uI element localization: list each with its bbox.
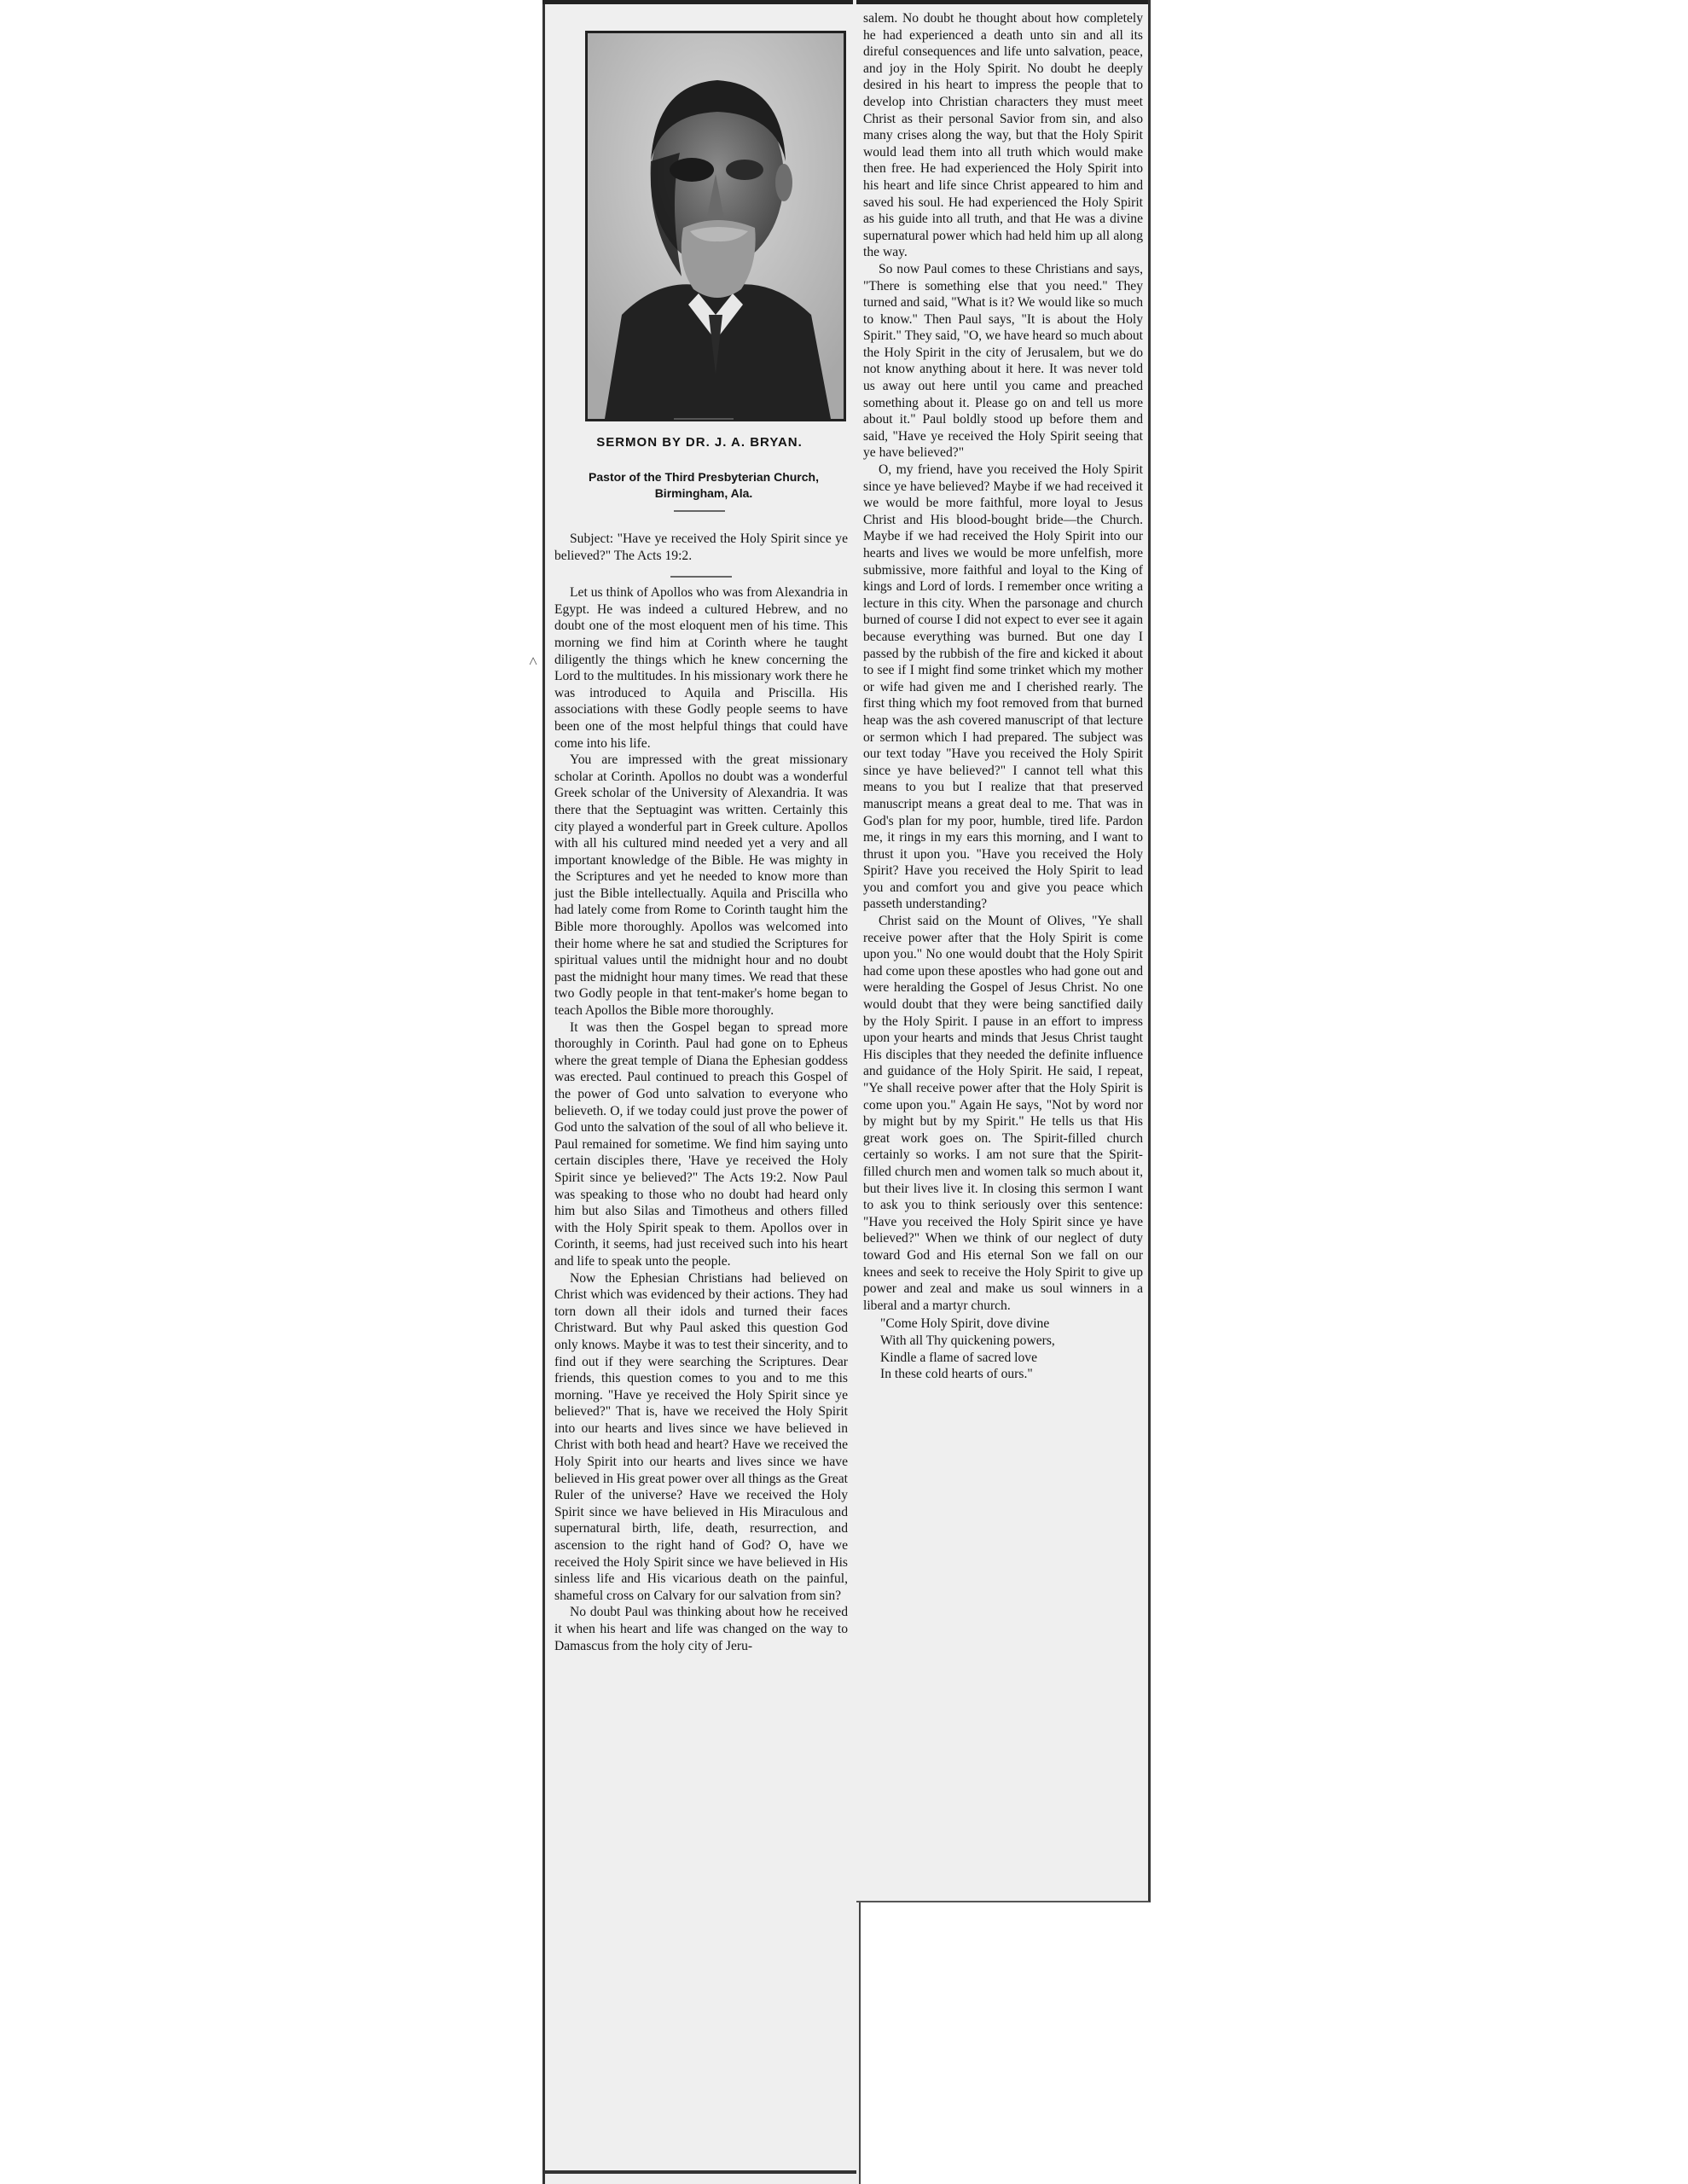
paragraph: Christ said on the Mount of Olives, "Ye shall receive power after that the Holy Spirit is come upon you." No one would doubt that the Holy Spirit had come upon these apostles who had gone out and were heralding the Gospel of Jesus Christ. No one would doubt that they were being sanctified daily by the Holy Spirit. I pause in an effort to impress upon your hearts and minds that Jesus Christ taught His disciples that they needed the definite influence and guidance of the Holy Spirit. He said, I repeat, "Ye shall receive power after that the Holy Spirit is come upon you." Again He says, "Not by word nor by might but by my Spirit." He tells us that His great work goes on. The Spirit-filled church certainly so works. I am not sure that the Spirit-filled church men and women talk so much about it, but their lives live it. In closing this sermon I want to ask you to think seriously over this sentence: "Have you received the Holy Spirit since ye have believed?" When we think of our neglect of duty toward God and His eternal Son we fall on our knees and seek to receive the Holy Spirit to give up power and zeal and make us soul winners in a liberal and a martyr church. xyxy=(863,914,1143,1313)
hymn-line: "Come Holy Spirit, dove divine xyxy=(880,1316,1050,1332)
paragraph: Let us think of Apollos who was from Alexandria in Egypt. He was indeed a cultured Hebrew, and no doubt one of the most eloquent men of his time. This morning we find him at Corinth where he taught diligently the things which he knew concerning the Lord to the multitudes. In his missionary work there he was introduced to Aquila and Priscilla. His associations with these Godly people seems to have been one of the most helpful things that could have come into his life. xyxy=(554,585,848,751)
hymn-line: In these cold hearts of ours." xyxy=(880,1367,1033,1382)
bottom-rule-left xyxy=(542,2170,856,2174)
left-column-text xyxy=(554,531,848,1654)
paragraph: O, my friend, have you received the Holy Spirit since ye have believed? Maybe if we had received it we would be more faithful, more loyal to Jesus Christ and His blood-bought bride—the Church. Maybe if we had received the Holy Spirit into our hearts and lives we would be more unfelfish, more submissive, more faithful and loyal to the King of kings and Lord of lords. I remember once writing a lecture in this city. When the parsonage and church burned of course I did not expect to ever see it again because everything was burned. But one day I passed by the rubbish of the fire and kicked it about to see if I might find some trinket which my mother or wife had given me and I cherished rearly. The first thing which my foot removed from that burned heap was the ash covered manuscript of that lecture or sermon which I had prepared. The subject was our text today "Have you received the Holy Spirit since ye have believed?" I cannot tell what this means to you but I realize that that preserved manuscript means a great deal to me. That was in God's plan for my poor, humble, tired life. Pardon me, it rings in my ears this morning, and I want to thrust it upon you. "Have you received the Holy Spirit? Have you received the Holy Spirit to lead you and comfort you and give you peace which passeth understanding? xyxy=(863,462,1143,912)
margin-mark: ˄ xyxy=(529,653,538,670)
hymn-line: Kindle a flame of sacred love xyxy=(880,1350,1038,1365)
paragraph: You are impressed with the great missionary scholar at Corinth. Apollos no doubt was a wonderful Greek scholar of the University of Alexandria. It was there that the Septuagint was written. Certainly this city played a wonderful part in Greek culture. Apollos with all his cultured mind needed yet a very and all important knowledge of the Bible. He was mighty in the Scriptures and yet he needed to know more than just the Bible intellectually. Aquila and Priscilla who had lately come from Rome to Corinth taught him the Bible more thoroughly. Apollos was welcomed into their home where he sat and studied the Scriptures for spiritual values until the midnight hour and no doubt past the midnight hour many times. We read that these two Godly people in that tent-maker's home began to teach Apollos the Bible more thoroughly. xyxy=(554,752,848,1019)
paragraph: Now the Ephesian Christians had believed on Christ which was evidenced by their actions. They had torn down all their idols and turned their faces Christward. But why Paul asked this question God only knows. Maybe it was to test their sincerity, and to find out if they were searching the Scriptures. Dear friends, this question comes to you and to me this morning. "Have ye received the Holy Spirit since ye believed?" That is, have we received the Holy Spirit into our hearts and lives since we have believed in Christ with both head and heart? Have we received the Holy Spirit into our hearts and lives since we have believed in His great power over all things as the Great Ruler of the universe? Have we received the Holy Spirit since we have believed in His Miraculous and supernatural birth, life, death, resurrection, and ascension to the right hand of God? O, have we received the Holy Spirit since we have believed in His sinless life and His vicarious death on the painful, shameful cross on Calvary for our salvation from sin? xyxy=(554,1270,848,1603)
paragraph: No doubt Paul was thinking about how he received it when his heart and life was changed on the way to Damascus from the holy city of Jeru- xyxy=(554,1605,848,1653)
top-rule-left xyxy=(542,0,853,4)
top-rule-right xyxy=(856,0,1148,4)
sermon-subject: Subject: "Have ye received the Holy Spirit since ye believed?" The Acts 19:2. xyxy=(554,531,848,563)
paragraph: salem. No doubt he thought about how completely he had experienced a death unto sin and all its direful consequences and life unto salvation, peace, and joy in the Holy Spirit. No doubt he deeply desired in his heart to impress the people that to develop into Christian characters they must meet Christ as their personal Savior from sin, and also many crises along the way, but that the Holy Spirit would lead them into all truth which would make then free. He had experienced the Holy Spirit into his heart and life since Christ appeared to him and saved his soul. He had experienced the Holy Spirit as his guide into all truth, and that He was a divine supernatural power which had held him up all along the way. xyxy=(863,11,1143,260)
portrait-photo xyxy=(585,31,846,421)
paragraph: It was then the Gospel began to spread more thoroughly in Corinth. Paul had gone on to Epheus where the great temple of Diana the Ephesian goddess was erected. Paul continued to preach this Gospel of the power of God unto salvation to everyone who believeth. O, if we today could just prove the power of God unto the salvation of the soul of all who believe it. Paul remained for sometime. We find him saying unto certain disciples there, 'Have ye received the Holy Spirit since ye believed?" The Acts 19:2. Now Paul was speaking to those who no doubt had heard only him but also Silas and Timotheus and others filled with the Holy Spirit speak to them. Apollos over in Corinth, it seems, had just received such into his heart and life to speak unto the people. xyxy=(554,1019,848,1269)
subheading-divider xyxy=(674,510,725,512)
paragraph: So now Paul comes to these Christians and says, "There is something else that you need." They turned and said, "What is it? We would like so much to know." Then Paul says, "It is about the Holy Spirit." They said, "O, we have heard so much about the Holy Spirit in the city of Jerusalem, but we do not know anything about it here. It was never told us away out here until you came and preached something about it. Please go on and tell us more about it." Paul boldly stood up before them and said, "Have ye received the Holy Spirit seeing that ye have believed?" xyxy=(863,261,1143,461)
heading-divider xyxy=(674,418,734,420)
hymn-line: With all Thy quickening powers, xyxy=(880,1333,1055,1348)
article-heading: SERMON BY DR. J. A. BRYAN. xyxy=(596,435,803,450)
closing-hymn xyxy=(880,1316,1143,1382)
portrait-image xyxy=(588,33,844,419)
subject-divider xyxy=(670,576,732,578)
article-subheading: Pastor of the Third Presbyterian Church, Birmingham, Ala. xyxy=(589,470,819,500)
right-column-text xyxy=(863,10,1143,1383)
